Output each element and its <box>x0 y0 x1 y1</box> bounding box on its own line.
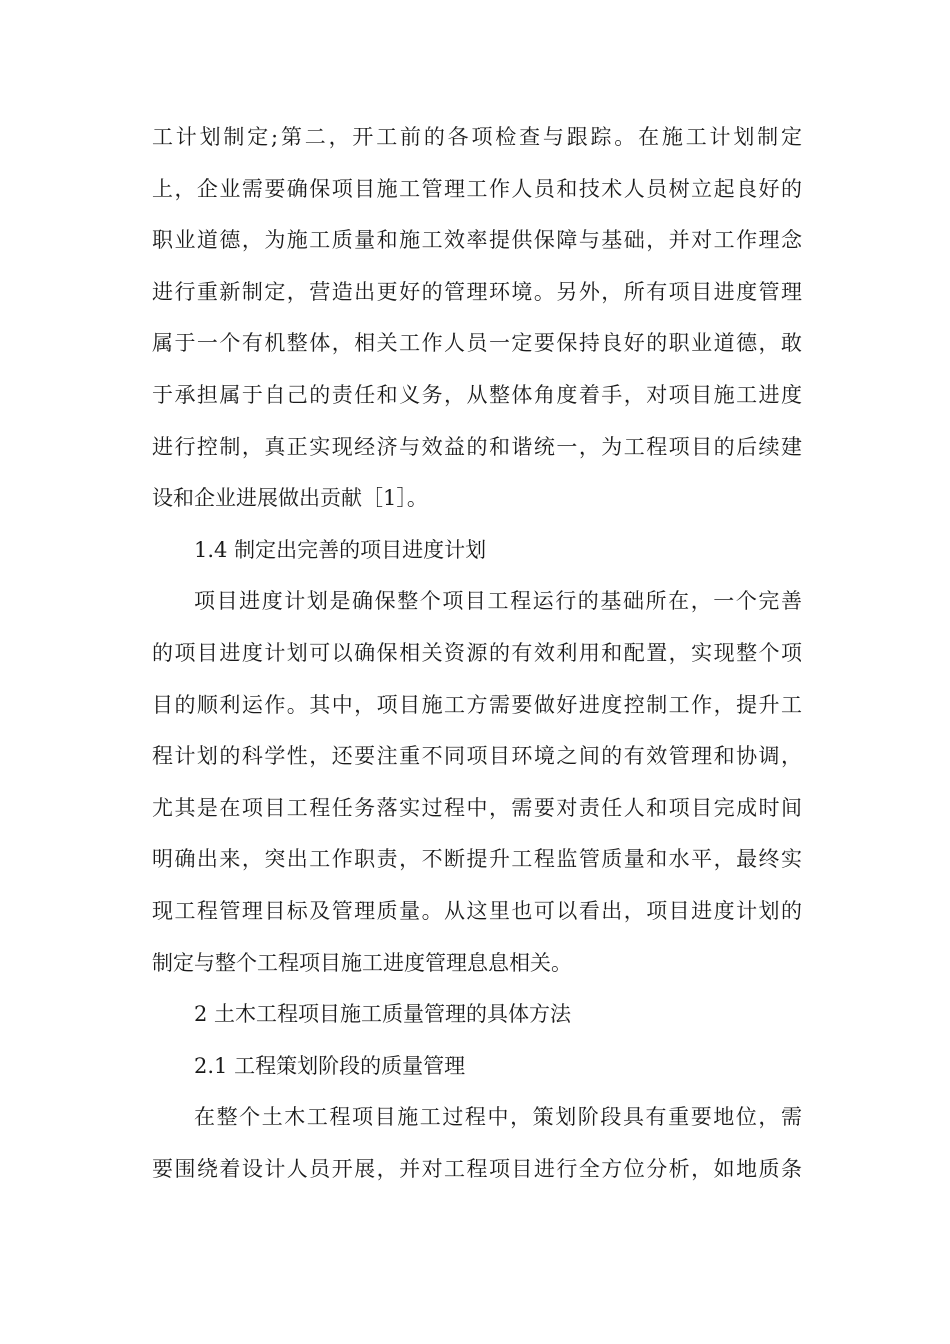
text-line: 制定与整个工程项目施工进度管理息息相关。 <box>152 950 572 975</box>
section-heading-1-4 <box>152 525 802 577</box>
text-line: 属于一个有机整体，相关工作人员一定要保持良好的职业道德，敢 <box>152 331 802 356</box>
section-heading-2 <box>152 989 802 1041</box>
text-line: 要围绕着设计人员开展，并对工程项目进行全方位分析，如地质条 <box>152 1156 802 1181</box>
text-line: 明确出来，突出工作职责，不断提升工程监管质量和水平，最终实 <box>152 847 802 872</box>
text-line: 职业道德，为施工质量和施工效率提供保障与基础，并对工作理念 <box>152 228 802 253</box>
text-line: 工计划制定;第二，开工前的各项检查与跟踪。在施工计划制定 <box>152 125 802 149</box>
text-line: 尤其是在项目工程任务落实过程中，需要对责任人和项目完成时间 <box>152 795 802 820</box>
paragraph-schedule-plan <box>152 576 802 989</box>
heading-text: 2.1 工程策划阶段的质量管理 <box>194 1053 466 1078</box>
text-line: 进行重新制定，营造出更好的管理环境。另外，所有项目进度管理 <box>152 279 802 304</box>
heading-text: 1.4 制定出完善的项目进度计划 <box>194 537 487 562</box>
text-line: 项目进度计划是确保整个项目工程运行的基础所在，一个完善 <box>194 589 802 614</box>
paragraph-planning-stage <box>152 1092 802 1195</box>
text-line: 程计划的科学性，还要注重不同项目环境之间的有效管理和协调， <box>152 744 802 769</box>
section-heading-2-1 <box>152 1041 802 1093</box>
document-page <box>152 112 802 1195</box>
text-line: 设和企业进展做出贡献［1］。 <box>152 486 428 511</box>
heading-text: 2 土木工程项目施工质量管理的具体方法 <box>194 1002 572 1027</box>
text-line: 目的顺利运作。其中，项目施工方需要做好进度控制工作，提升工 <box>152 692 802 717</box>
paragraph-continuation <box>152 112 802 525</box>
text-line: 现工程管理目标及管理质量。从这里也可以看出，项目进度计划的 <box>152 898 802 923</box>
text-line: 进行控制，真正实现经济与效益的和谐统一，为工程项目的后续建 <box>152 434 802 459</box>
text-line: 于承担属于自己的责任和义务，从整体角度着手，对项目施工进度 <box>152 382 802 407</box>
text-line: 上，企业需要确保项目施工管理工作人员和技术人员树立起良好的 <box>152 176 802 201</box>
text-line: 的项目进度计划可以确保相关资源的有效利用和配置，实现整个项 <box>152 640 802 665</box>
text-line: 在整个土木工程项目施工过程中，策划阶段具有重要地位，需 <box>194 1105 802 1130</box>
